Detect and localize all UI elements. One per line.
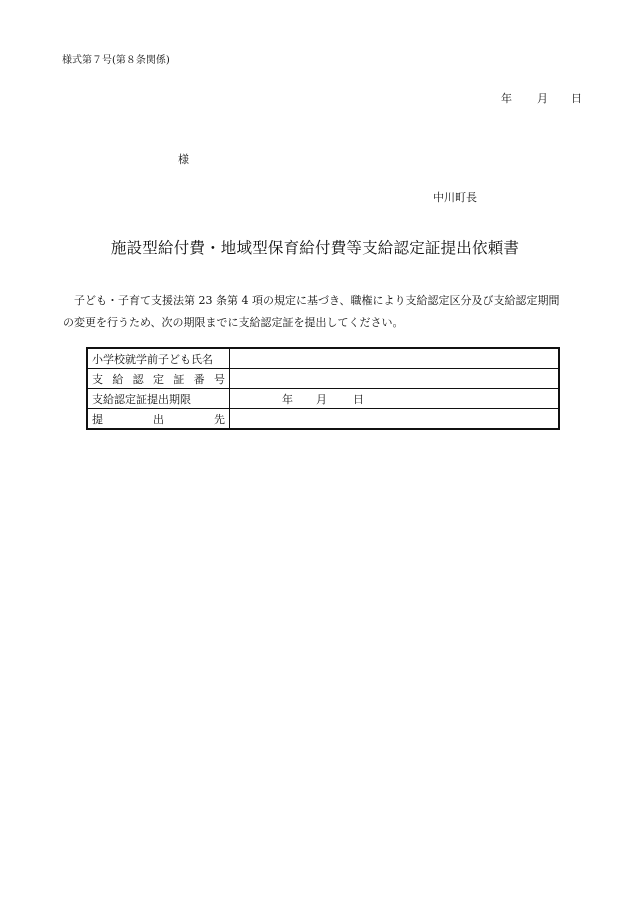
deadline-field[interactable]: [230, 389, 560, 409]
deadline-year-label: 年: [282, 393, 293, 406]
submission-info-table: [86, 347, 560, 430]
table-row: [87, 348, 559, 369]
table-row: [87, 389, 559, 409]
label-char: 号: [213, 372, 225, 386]
deadline-day-label: 日: [353, 393, 364, 406]
label-char: 出: [153, 412, 164, 426]
submit-to-field[interactable]: [230, 409, 560, 430]
label-char: 番: [193, 372, 205, 386]
date-year-label: 年: [501, 92, 512, 105]
certificate-number-label: [87, 369, 230, 389]
submit-to-text: [92, 411, 225, 427]
child-name-field[interactable]: [230, 348, 560, 369]
body-line-2: の変更を行うため、次の期限までに支給認定証を提出してください。: [63, 316, 404, 329]
label-char: 提: [92, 412, 103, 426]
body-line-1: 子ども・子育て支援法第 23 条第 4 項の規定に基づき、職権により支給認定区分及び支給認定期間: [74, 294, 560, 307]
label-char: 定: [152, 372, 164, 386]
child-name-label: 小学校就学前子ども氏名: [87, 348, 230, 369]
body-paragraph: [63, 290, 583, 334]
deadline-label: 支給認定証提出期限: [87, 389, 230, 409]
label-char: 支: [92, 372, 103, 386]
label-char: 証: [173, 372, 185, 386]
label-char: 先: [214, 412, 225, 426]
recipient-honorific: 様: [178, 153, 189, 166]
table-row: [87, 369, 559, 389]
issuer-name: 中川町長: [433, 191, 477, 204]
certificate-number-field[interactable]: [230, 369, 560, 389]
submit-to-label: [87, 409, 230, 430]
certificate-number-text: [92, 371, 225, 387]
document-title: 施設型給付費・地域型保育給付費等支給認定証提出依頼書: [110, 239, 520, 257]
table-row: [87, 409, 559, 430]
deadline-month-label: 月: [316, 393, 327, 406]
form-number: 様式第７号(第８条関係): [62, 55, 170, 66]
label-char: 認: [132, 372, 144, 386]
date-day-label: 日: [571, 92, 582, 105]
label-char: 給: [112, 372, 124, 386]
date-month-label: 月: [537, 92, 548, 105]
